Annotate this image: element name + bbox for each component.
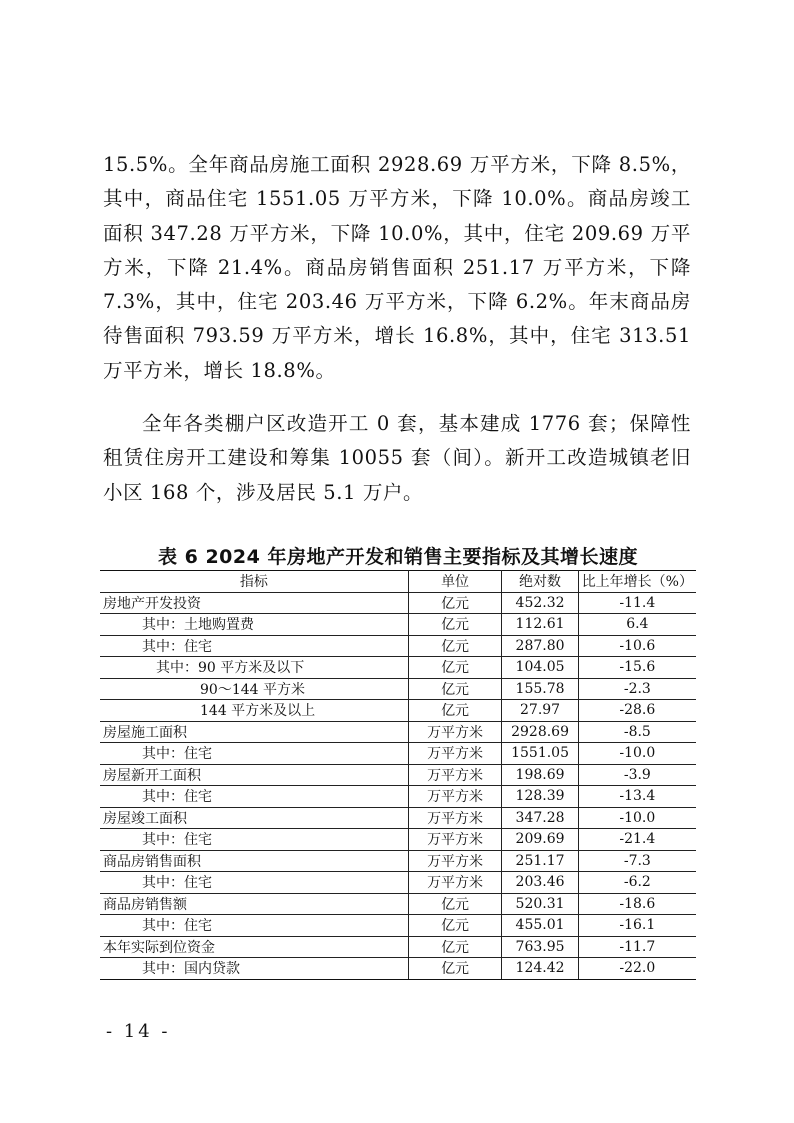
growth-cell: -13.4 [578,786,696,808]
value-cell: 2928.69 [502,721,578,743]
growth-cell: -28.6 [578,700,696,722]
table-row [100,678,696,700]
table-row [100,743,696,765]
table-row [100,635,696,657]
indicator-cell: 其中：国内贷款 [100,958,408,980]
growth-cell: -8.5 [578,721,696,743]
unit-cell: 万平方米 [408,850,502,872]
header-value: 绝对数 [502,571,578,593]
value-cell: 155.78 [502,678,578,700]
value-cell: 1551.05 [502,743,578,765]
header-growth: 比上年增长（%） [578,571,696,593]
table-row [100,829,696,851]
growth-cell: -11.7 [578,936,696,958]
indicator-cell: 房屋竣工面积 [100,807,408,829]
value-cell: 198.69 [502,764,578,786]
growth-cell: -10.6 [578,635,696,657]
indicator-cell: 其中：90 平方米及以下 [100,657,408,679]
value-cell: 104.05 [502,657,578,679]
growth-cell: -22.0 [578,958,696,980]
growth-cell: -21.4 [578,829,696,851]
unit-cell: 万平方米 [408,829,502,851]
table-row [100,872,696,894]
table-row [100,657,696,679]
indicator-cell: 房屋新开工面积 [100,764,408,786]
unit-cell: 万平方米 [408,786,502,808]
value-cell: 27.97 [502,700,578,722]
unit-cell: 亿元 [408,614,502,636]
value-cell: 112.61 [502,614,578,636]
table-row [100,807,696,829]
indicator-cell: 其中：住宅 [100,786,408,808]
value-cell: 209.69 [502,829,578,851]
indicator-cell: 其中：住宅 [100,635,408,657]
growth-cell: -16.1 [578,915,696,937]
page-number: - 14 - [106,1021,171,1042]
value-cell: 251.17 [502,850,578,872]
growth-cell: -2.3 [578,678,696,700]
value-cell: 287.80 [502,635,578,657]
unit-cell: 亿元 [408,893,502,915]
unit-cell: 亿元 [408,592,502,614]
growth-cell: -7.3 [578,850,696,872]
unit-cell: 万平方米 [408,743,502,765]
table-row [100,614,696,636]
growth-cell: 6.4 [578,614,696,636]
indicator-cell: 144 平方米及以上 [100,700,408,722]
table-title: 表 6 2024 年房地产开发和销售主要指标及其增长速度 [158,546,638,568]
unit-cell: 亿元 [408,958,502,980]
unit-cell: 亿元 [408,700,502,722]
table-row [100,936,696,958]
header-unit: 单位 [408,571,502,593]
unit-cell: 亿元 [408,915,502,937]
indicator-cell: 其中：住宅 [100,872,408,894]
indicator-cell: 其中：住宅 [100,743,408,765]
indicator-cell: 其中：住宅 [100,829,408,851]
indicator-cell: 商品房销售额 [100,893,408,915]
table-row [100,893,696,915]
indicator-cell: 商品房销售面积 [100,850,408,872]
table-row [100,850,696,872]
value-cell: 203.46 [502,872,578,894]
growth-cell: -6.2 [578,872,696,894]
growth-cell: -10.0 [578,807,696,829]
growth-cell: -3.9 [578,764,696,786]
value-cell: 128.39 [502,786,578,808]
indicator-cell: 房屋施工面积 [100,721,408,743]
value-cell: 763.95 [502,936,578,958]
unit-cell: 亿元 [408,635,502,657]
table-body [100,592,696,979]
table-row [100,764,696,786]
table-row [100,721,696,743]
indicators-table [100,570,696,980]
indicator-cell: 房地产开发投资 [100,592,408,614]
indicator-cell: 本年实际到位资金 [100,936,408,958]
value-cell: 520.31 [502,893,578,915]
unit-cell: 亿元 [408,936,502,958]
table-row [100,958,696,980]
table-row [100,592,696,614]
growth-cell: -15.6 [578,657,696,679]
body-paragraph-1: 15.5%。全年商品房施工面积 2928.69 万平方米，下降 8.5%，其中，商品住宅 1551.05 万平方米，下降 10.0%。商品房竣工面积 347.28 万平方米，下降 10.0%，其中，住宅 209.69 万平方米，下降 21.4%。商品房销售面积 251.17 万平方米，下降 7.3%，其中，住宅 203.46 万平方米，下降 6.2%。年末商品房待售面积 793.59 万平方米，增长 16.8%，其中，住宅 313.51 万平方米，增长 18.8%。 [103,153,691,382]
value-cell: 455.01 [502,915,578,937]
value-cell: 347.28 [502,807,578,829]
table-header-row [100,571,696,593]
table-row [100,786,696,808]
table-row [100,700,696,722]
unit-cell: 亿元 [408,678,502,700]
growth-cell: -10.0 [578,743,696,765]
indicator-cell: 90～144 平方米 [100,678,408,700]
unit-cell: 万平方米 [408,872,502,894]
indicator-cell: 其中：住宅 [100,915,408,937]
header-indicator: 指标 [100,571,408,593]
growth-cell: -11.4 [578,592,696,614]
unit-cell: 万平方米 [408,807,502,829]
unit-cell: 万平方米 [408,764,502,786]
body-paragraph-2: 全年各类棚户区改造开工 0 套，基本建成 1776 套；保障性租赁住房开工建设和筹集 10055 套（间）。新开工改造城镇老旧小区 168 个，涉及居民 5.1 万户。 [103,412,691,504]
unit-cell: 亿元 [408,657,502,679]
unit-cell: 万平方米 [408,721,502,743]
table-row [100,915,696,937]
value-cell: 124.42 [502,958,578,980]
growth-cell: -18.6 [578,893,696,915]
indicator-cell: 其中：土地购置费 [100,614,408,636]
value-cell: 452.32 [502,592,578,614]
